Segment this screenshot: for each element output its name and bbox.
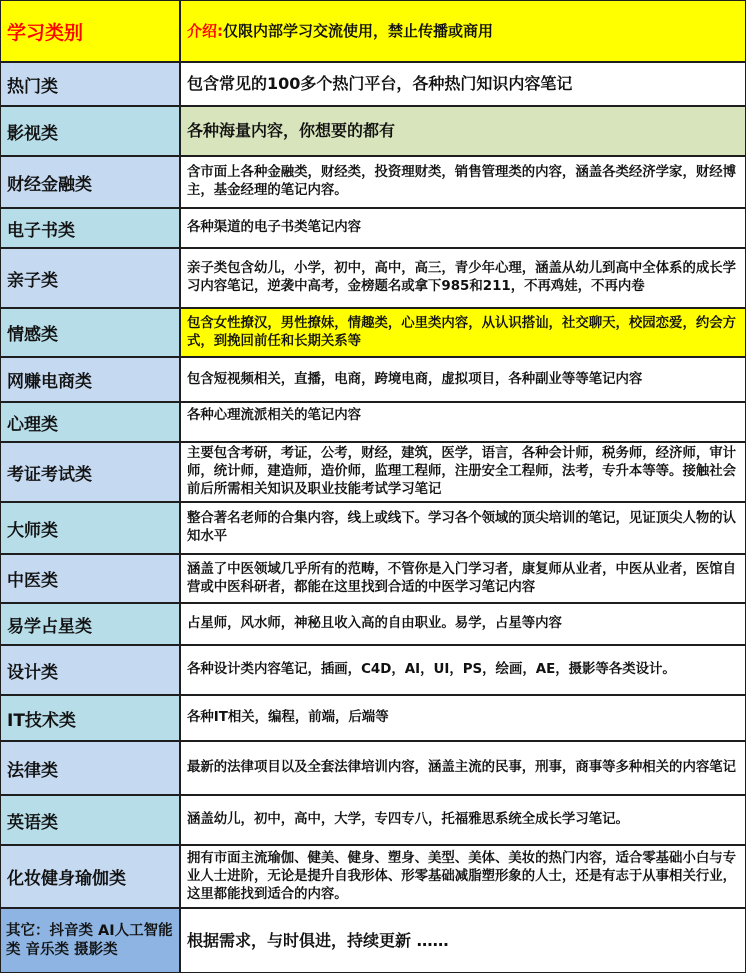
- table-row: [0, 156, 746, 208]
- category-description: 包含女性撩汉，男性撩妹，情趣类，心里类内容，从认识搭讪，社交聊天，校园恋爱，约会方式，到挽回前任和长期关系等: [181, 308, 746, 357]
- category-name: 法律类: [0, 741, 181, 795]
- category-name: 电子书类: [0, 208, 181, 248]
- category-description: 根据需求，与时俱进，持续更新 ……: [181, 908, 746, 973]
- table-row: [0, 208, 746, 248]
- category-description: 含市面上各种金融类，财经类，投资理财类，销售管理类的内容，涵盖各类经济学家，财经博主，基金经理的笔记内容。: [181, 156, 746, 208]
- category-description: 各种海量内容，你想要的都有: [181, 106, 746, 156]
- table-row: [0, 502, 746, 554]
- category-name: 设计类: [0, 645, 181, 695]
- category-name: 财经金融类: [0, 156, 181, 208]
- category-description: 各种心理流派相关的笔记内容: [181, 402, 746, 442]
- table-row: [0, 795, 746, 845]
- category-description: 包含短视频相关，直播，电商，跨境电商，虚拟项目，各种副业等等笔记内容: [181, 357, 746, 402]
- category-description: 各种设计类内容笔记，插画，C4D，AI，UI，PS，绘画，AE，摄影等各类设计。: [181, 645, 746, 695]
- category-name: 大师类: [0, 502, 181, 554]
- table-row: [0, 741, 746, 795]
- intro-text: 仅限内部学习交流使用，禁止传播或商用: [223, 22, 494, 40]
- table-row: [0, 308, 746, 357]
- category-description: 各种渠道的电子书类笔记内容: [181, 208, 746, 248]
- category-name: 其它：抖音类 AI人工智能类 音乐类 摄影类: [0, 908, 181, 973]
- intro-label: 介绍:: [187, 22, 223, 40]
- category-name: 易学占星类: [0, 603, 181, 645]
- table-row: [0, 695, 746, 741]
- table-header-row: [0, 0, 746, 62]
- category-name: 考证考试类: [0, 442, 181, 502]
- category-name: 热门类: [0, 62, 181, 106]
- category-description: 拥有市面主流瑜伽、健美、健身、塑身、美型、美体、美妆的热门内容，适合零基础小白与专业人士进阶，无论是提升自我形体、形零基础减脂塑形象的人士，还是有志于从事相关行业，这里都能找到适合的内容。: [181, 845, 746, 908]
- category-name: 中医类: [0, 554, 181, 603]
- category-description: 涵盖幼儿，初中，高中，大学，专四专八，托福雅思系统全成长学习笔记。: [181, 795, 746, 845]
- table-row: [0, 106, 746, 156]
- category-description: 各种IT相关，编程，前端，后端等: [181, 695, 746, 741]
- category-description: 包含常见的100多个热门平台，各种热门知识内容笔记: [181, 62, 746, 106]
- table-row: [0, 248, 746, 308]
- intro-cell: [181, 0, 746, 62]
- table-row: [0, 442, 746, 502]
- category-name: 英语类: [0, 795, 181, 845]
- category-description: 涵盖了中医领域几乎所有的范畴，不管你是入门学习者，康复师从业者，中医从业者，医馆自营或中医科研者，都能在这里找到合适的中医学习笔记内容: [181, 554, 746, 603]
- category-column-header: 学习类别: [0, 0, 181, 62]
- table-row: [0, 645, 746, 695]
- category-description: 占星师，风水师，神秘且收入高的自由职业。易学，占星等内容: [181, 603, 746, 645]
- category-description: 整合著名老师的合集内容，线上或线下。学习各个领域的顶尖培训的笔记，见证顶尖人物的认知水平: [181, 502, 746, 554]
- table-row: [0, 603, 746, 645]
- table-row: [0, 908, 746, 973]
- category-name: 影视类: [0, 106, 181, 156]
- table-row: [0, 357, 746, 402]
- category-description: 亲子类包含幼儿，小学，初中，高中，高三，青少年心理，涵盖从幼儿到高中全体系的成长学习内容笔记，逆袭中高考，金榜题名或拿下985和211，不再鸡娃，不再内卷: [181, 248, 746, 308]
- category-description: 主要包含考研，考证，公考，财经，建筑，医学，语言，各种会计师，税务师，经济师，审计师，统计师，建造师，造价师，监理工程师，注册安全工程师，法考，专升本等等。接触社会前后所需相关知识及职业技能考试学习笔记: [181, 442, 746, 502]
- category-name: 网赚电商类: [0, 357, 181, 402]
- category-description: 最新的法律项目以及全套法律培训内容，涵盖主流的民事，刑事，商事等多种相关的内容笔记: [181, 741, 746, 795]
- table-row: [0, 402, 746, 442]
- category-name: 化妆健身瑜伽类: [0, 845, 181, 908]
- table-row: [0, 62, 746, 106]
- category-name: 情感类: [0, 308, 181, 357]
- table-row: [0, 554, 746, 603]
- category-name: 亲子类: [0, 248, 181, 308]
- category-name: IT技术类: [0, 695, 181, 741]
- category-name: 心理类: [0, 402, 181, 442]
- table-row: [0, 845, 746, 908]
